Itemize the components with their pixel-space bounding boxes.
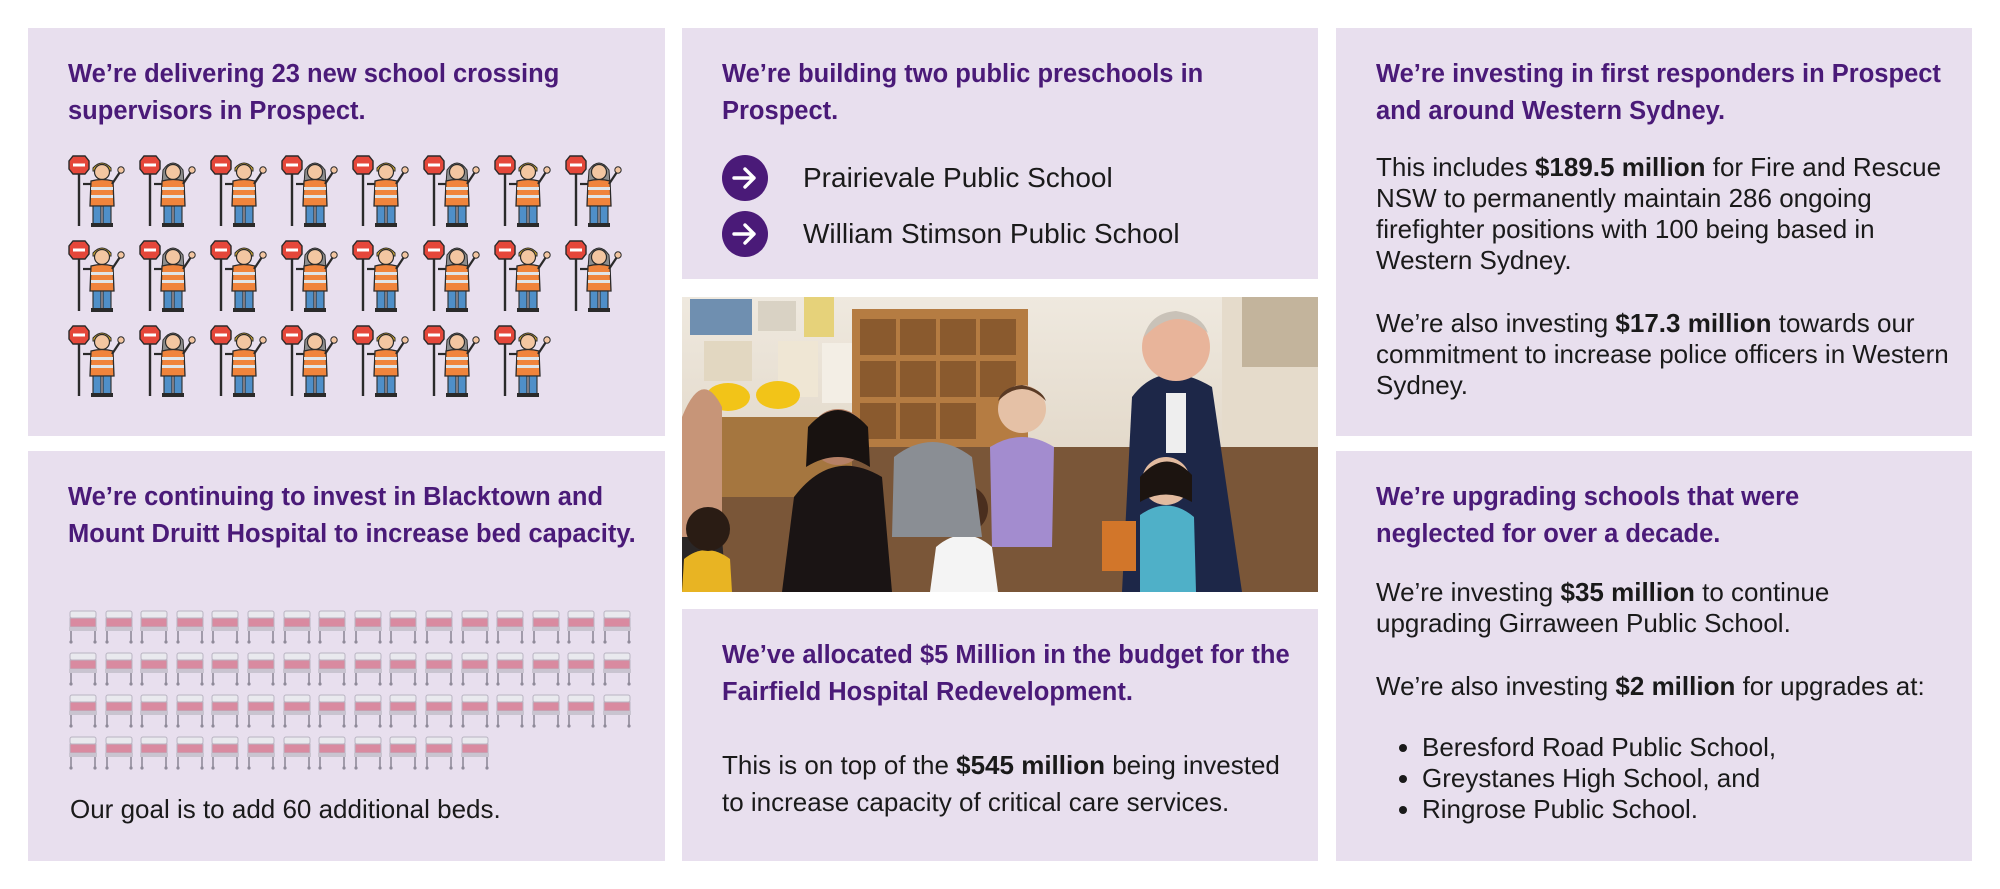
hospital-bed-icon xyxy=(424,692,454,728)
hospital-bed-icon xyxy=(495,692,525,728)
crossing-supervisor-icon xyxy=(281,324,339,398)
hospital-bed-icon xyxy=(68,650,98,686)
hospital-bed-icon xyxy=(104,734,134,770)
hospital-bed-icon xyxy=(139,650,169,686)
crossing-supervisor-icon xyxy=(210,239,268,313)
hospital-bed-icon xyxy=(246,608,276,644)
hospital-bed-icon xyxy=(68,608,98,644)
crossing-row xyxy=(68,324,648,398)
crossing-supervisor-icon xyxy=(210,324,268,398)
hospital-bed-icon xyxy=(388,734,418,770)
first-responders-card xyxy=(1336,28,1972,436)
crossing-supervisor-grid xyxy=(68,154,648,409)
hospital-bed-icon xyxy=(531,608,561,644)
hospital-bed-icon xyxy=(246,734,276,770)
bed-row xyxy=(68,650,648,686)
hospital-bed-icon xyxy=(353,608,383,644)
hospital-bed-icon xyxy=(424,650,454,686)
bed-row xyxy=(68,734,648,770)
responders-paragraph-1: This includes $189.5 million for Fire and Rescue NSW to permanently maintain 286 ongoing firefighter positions with 100 being based in Western Sydney. xyxy=(1376,152,1942,275)
fairfield-hospital-card xyxy=(682,609,1318,861)
crossing-supervisor-icon xyxy=(352,239,410,313)
hospital-bed-icon xyxy=(566,608,596,644)
hospital-bed-icon xyxy=(424,734,454,770)
hospital-bed-icon xyxy=(388,608,418,644)
crossing-supervisor-icon xyxy=(494,154,552,228)
crossing-supervisor-icon xyxy=(68,154,126,228)
bed-row xyxy=(68,692,648,728)
crossing-supervisor-icon xyxy=(139,154,197,228)
crossing-supervisor-icon xyxy=(139,239,197,313)
hospital-bed-icon xyxy=(495,650,525,686)
arrow-right-icon xyxy=(722,155,768,201)
crossing-supervisor-icon xyxy=(494,239,552,313)
responders-heading: We’re investing in first responders in Prospect and around Western Sydney. xyxy=(1376,60,1941,125)
upgrades-paragraph-1: We’re investing $35 million to continue upgrading Girraween Public School. xyxy=(1376,577,1830,638)
crossing-supervisor-icon xyxy=(68,239,126,313)
school-list-item xyxy=(722,211,1180,257)
arrow-right-icon xyxy=(722,211,768,257)
school-name: Prairievale Public School xyxy=(803,162,1113,193)
hospital-bed-icon xyxy=(602,692,632,728)
hospital-bed-icon xyxy=(175,608,205,644)
hospital-bed-icon xyxy=(602,608,632,644)
hospital-bed-icon xyxy=(317,650,347,686)
hospital-bed-icon xyxy=(210,650,240,686)
preschools-heading: We’re building two public preschools in Prospect. xyxy=(722,60,1204,125)
hospital-bed-icon xyxy=(246,692,276,728)
hospital-bed-icon xyxy=(531,692,561,728)
crossing-supervisor-icon xyxy=(68,324,126,398)
hospital-bed-icon xyxy=(282,608,312,644)
list-item: • Beresford Road Public School, xyxy=(1422,732,1776,763)
list-item: • Greystanes High School, and xyxy=(1422,763,1776,794)
crossing-supervisors-card xyxy=(28,28,665,436)
hospital-bed-icon xyxy=(282,734,312,770)
school-name: William Stimson Public School xyxy=(803,218,1180,249)
hospital-bed-icon xyxy=(282,650,312,686)
hospital-beds-card xyxy=(28,451,665,861)
hospital-bed-icon xyxy=(460,608,490,644)
upgrades-heading: We’re upgrading schools that were neglected for over a decade. xyxy=(1376,483,1800,548)
crossing-supervisor-icon xyxy=(565,154,623,228)
school-list-item xyxy=(722,155,1113,201)
crossing-row xyxy=(68,239,648,313)
classroom-photo xyxy=(682,297,1318,592)
preschools-card xyxy=(682,28,1318,279)
upgrade-school-list xyxy=(1376,732,1776,825)
crossing-supervisor-icon xyxy=(565,239,623,313)
school-upgrades-card xyxy=(1336,451,1972,861)
hospital-bed-icon xyxy=(68,692,98,728)
crossing-supervisor-icon xyxy=(423,154,481,228)
hospital-bed-icon xyxy=(460,650,490,686)
hospital-bed-icon xyxy=(566,650,596,686)
hospital-bed-icon xyxy=(317,608,347,644)
hospital-bed-icon xyxy=(210,734,240,770)
hospital-bed-icon xyxy=(139,692,169,728)
crossing-supervisor-icon xyxy=(210,154,268,228)
hospital-bed-icon xyxy=(566,692,596,728)
hospital-bed-icon xyxy=(602,650,632,686)
list-item: • Ringrose Public School. xyxy=(1422,794,1776,825)
crossing-supervisor-icon xyxy=(281,154,339,228)
hospital-bed-icon xyxy=(353,692,383,728)
hospital-bed-icon xyxy=(210,608,240,644)
bed-row xyxy=(68,608,648,644)
hospital-heading: We’re continuing to invest in Blacktown and Mount Druitt Hospital to increase bed capacity. xyxy=(68,483,636,548)
hospital-bed-icon xyxy=(388,692,418,728)
hospital-bed-icon xyxy=(175,734,205,770)
hospital-bed-icon xyxy=(68,734,98,770)
crossing-supervisor-icon xyxy=(352,154,410,228)
responders-paragraph-2: We’re also investing $17.3 million towards our commitment to increase police officers in Western Sydney. xyxy=(1376,308,1949,400)
hospital-bed-icon xyxy=(317,734,347,770)
crossing-supervisor-icon xyxy=(423,239,481,313)
hospital-bed-icon xyxy=(246,650,276,686)
hospital-bed-icon xyxy=(460,692,490,728)
hospital-bed-icon xyxy=(139,734,169,770)
beds-goal-text: Our goal is to add 60 additional beds. xyxy=(70,794,501,824)
hospital-bed-grid xyxy=(68,608,648,776)
fairfield-heading: We’ve allocated $5 Million in the budget for the Fairfield Hospital Redevelopment. xyxy=(722,641,1290,706)
hospital-bed-icon xyxy=(353,734,383,770)
crossing-supervisor-icon xyxy=(352,324,410,398)
hospital-bed-icon xyxy=(175,650,205,686)
hospital-bed-icon xyxy=(460,734,490,770)
hospital-bed-icon xyxy=(139,608,169,644)
crossing-supervisor-icon xyxy=(494,324,552,398)
hospital-bed-icon xyxy=(317,692,347,728)
hospital-bed-icon xyxy=(353,650,383,686)
hospital-bed-icon xyxy=(388,650,418,686)
hospital-bed-icon xyxy=(175,692,205,728)
crossing-supervisor-icon xyxy=(281,239,339,313)
hospital-bed-icon xyxy=(210,692,240,728)
hospital-bed-icon xyxy=(282,692,312,728)
hospital-bed-icon xyxy=(104,650,134,686)
hospital-bed-icon xyxy=(104,692,134,728)
hospital-bed-icon xyxy=(424,608,454,644)
crossing-supervisor-icon xyxy=(423,324,481,398)
hospital-bed-icon xyxy=(495,608,525,644)
upgrades-paragraph-2: We’re also investing $2 million for upgrades at: xyxy=(1376,671,1925,701)
crossing-supervisor-icon xyxy=(139,324,197,398)
hospital-bed-icon xyxy=(104,608,134,644)
fairfield-paragraph: This is on top of the $545 million being invested to increase capacity of critical care services. xyxy=(722,750,1280,817)
hospital-bed-icon xyxy=(531,650,561,686)
crossing-row xyxy=(68,154,648,228)
crossing-heading: We’re delivering 23 new school crossing supervisors in Prospect. xyxy=(68,60,560,125)
